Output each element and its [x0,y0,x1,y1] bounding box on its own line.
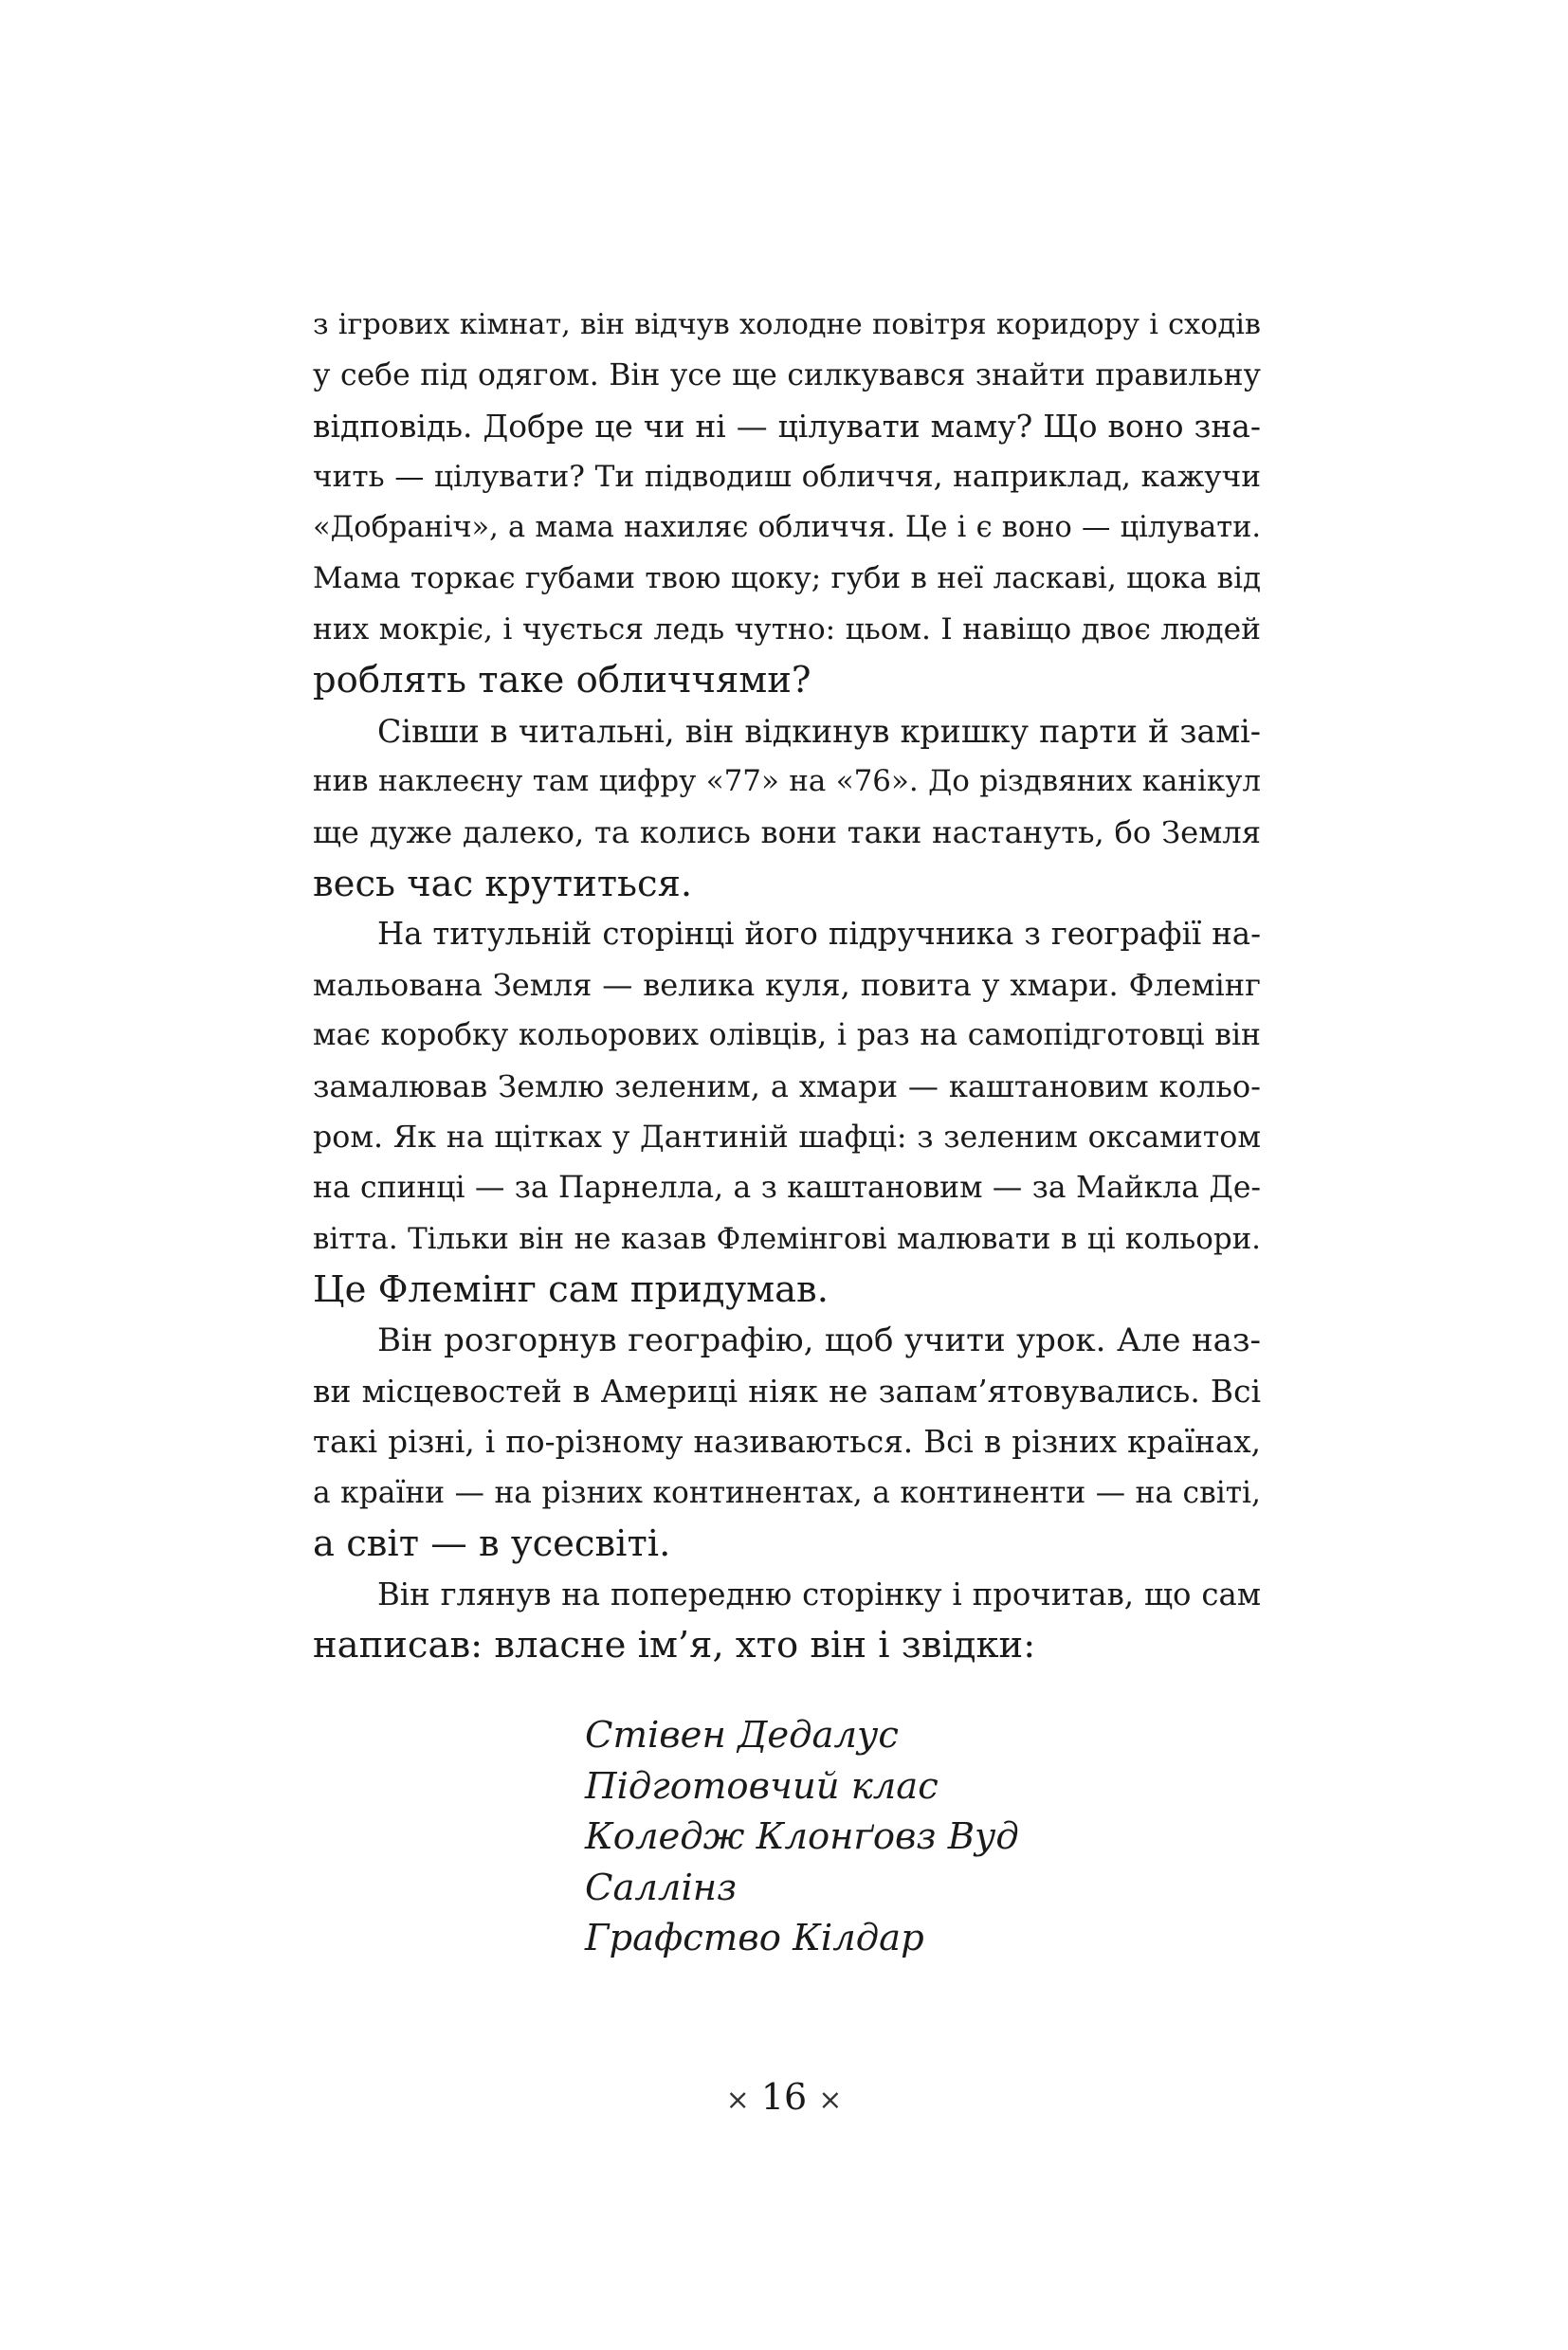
text-line: роблять таке обличчями? [313,659,811,702]
text-line: ще дуже далеко, та колись вони таки настануть, бо Земля [313,813,1261,850]
inscription-line: Підготовчий клас [585,1764,939,1808]
page-number-value: 16 [760,2076,808,2118]
text-line: відповідь. Добре це чи ні — цілувати маму? Що воно зна- [313,408,1261,446]
inscription-line: Коледж Клонґовз Вуд [585,1815,1019,1859]
text-line: На титульній сторінці його підручника з географії на- [377,916,1261,953]
text-line: з ігрових кімнат, він відчув холодне повітря коридору і сходів [313,308,1261,341]
paragraph-2 [313,706,1261,909]
inscription-line: Саллінз [585,1866,738,1909]
text-line: весь час крутиться. [313,862,693,905]
text-line: замалював Землю зеленим, а хмари — каштановим кольо- [313,1067,1261,1104]
folio-left-mark: × [725,2084,750,2117]
text-line: а світ — в усесвіті. [313,1522,671,1566]
text-line: має коробку кольорових олівців, і раз на самопідготовці він [313,1018,1261,1053]
text-line: на спинці — за Парнелла, а з каштановим — за Майкла Де- [313,1171,1261,1206]
paragraph-4 [313,1316,1261,1570]
text-line: такі різні, і по-різному називаються. Всі в різних країнах, [313,1424,1261,1461]
text-line: написав: власне ім’я, хто він і звідки: [313,1624,1036,1667]
text-line: нив наклеєну там цифру «77» на «76». До різдвяних канікул [313,764,1261,799]
text-line: Сівши в читальні, він відкинув кришку парти й замі- [377,712,1261,750]
text-line: а країни — на різних континентах, а континенти — на світі, [313,1475,1261,1510]
text-line: Він глянув на попередню сторінку і прочитав, що сам [377,1576,1261,1612]
text-line: них мокріє, і чується ледь чутно: цьом. І навіщо двоє людей [313,611,1261,647]
text-line: ром. Як на щітках у Дантиній шафці: з зеленим оксамитом [313,1120,1261,1155]
folio-right-mark: × [818,2084,843,2117]
text-line: чить — цілувати? Ти підводиш обличчя, наприклад, кажучи [313,459,1261,494]
text-line: ви місцевостей в Америці ніяк не запам’ятовувались. Всі [313,1373,1261,1411]
text-line: вітта. Тільки він не казав Флемінгові малювати в ці кольори. [313,1221,1261,1256]
text-line: мальована Земля — велика куля, повита у хмари. Флемінг [313,966,1261,1003]
inscription-line: Стівен Дедалус [585,1714,899,1757]
inscription [585,1710,1019,1964]
text-line: «Добраніч», а мама нахиляє обличчя. Це і є воно — цілувати. [313,511,1261,545]
page-number [0,2074,1568,2123]
inscription-line: Графство Кілдар [585,1917,924,1960]
text-line: Він розгорнув географію, щоб учити урок. Але наз- [377,1321,1261,1359]
paragraph-1 [313,300,1261,706]
text-line: Це Флемінг сам придумав. [313,1268,829,1312]
text-line: Мама торкає губами твою щоку; губи в неї ласкаві, щока від [313,560,1261,595]
paragraph-5 [313,1570,1261,1671]
paragraph-3 [313,909,1261,1316]
text-line: у себе під одягом. Він усе ще силкувався знайти правильну [313,357,1261,392]
body-text [313,300,1261,1671]
